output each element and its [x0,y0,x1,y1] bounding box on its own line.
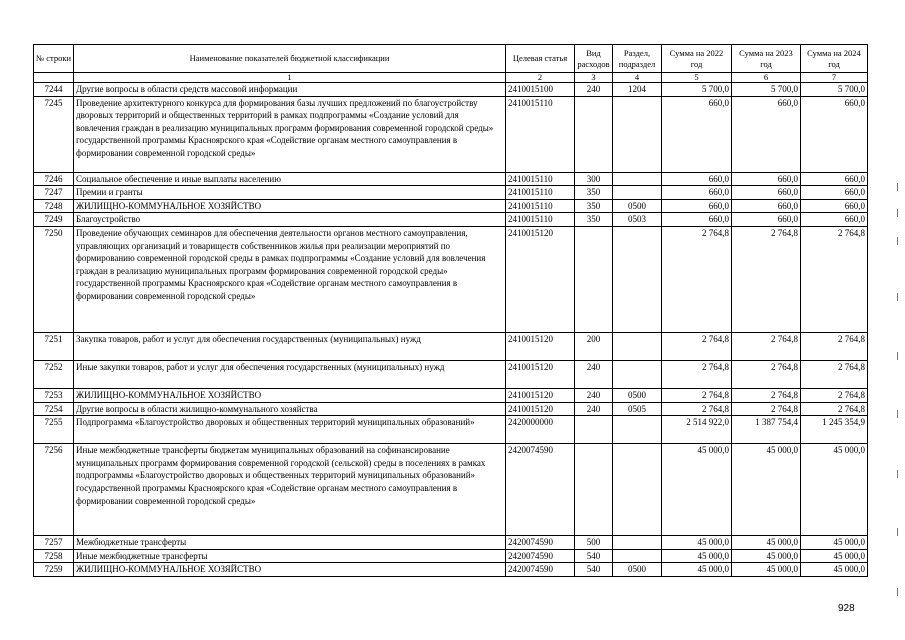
expense-kind-cell: 240 [575,402,613,416]
sum-2022-cell: 45 000,0 [662,536,732,550]
column-index-cell: 3 [575,73,613,83]
section-cell: 1204 [613,83,662,97]
budget-table [33,44,868,577]
expense-kind-cell: 240 [575,83,613,97]
expense-kind-cell: 500 [575,536,613,550]
sum-2022-cell: 2 764,8 [662,402,732,416]
indicator-name-cell: Премии и гранты [74,186,506,200]
sum-2024-cell: 45 000,0 [801,444,868,536]
section-cell [613,549,662,563]
expense-kind-cell: 350 [575,186,613,200]
margin-mark [897,209,898,217]
margin-mark [897,293,898,301]
section-cell [613,416,662,444]
section-cell [613,186,662,200]
sum-2022-cell: 2 764,8 [662,360,732,388]
column-index-cell: 2 [506,73,575,83]
row-number-cell: 7245 [34,96,74,172]
table-row [34,402,868,416]
sum-2024-cell: 2 764,8 [801,226,868,332]
sum-2023-cell: 5 700,0 [732,83,801,97]
margin-mark [897,237,898,245]
sum-2023-cell: 660,0 [732,186,801,200]
sum-2023-cell: 45 000,0 [732,536,801,550]
target-article-cell: 2410015110 [506,199,575,213]
indicator-name-cell: Благоустройство [74,213,506,227]
target-article-cell: 2410015120 [506,360,575,388]
row-number-cell: 7249 [34,213,74,227]
section-cell [613,444,662,536]
indicator-name-cell: ЖИЛИЩНО-КОММУНАЛЬНОЕ ХОЗЯЙСТВО [74,563,506,577]
expense-kind-cell: 540 [575,563,613,577]
section-cell [613,96,662,172]
row-number-cell: 7255 [34,416,74,444]
target-article-cell: 2420074590 [506,563,575,577]
expense-kind-cell: 350 [575,199,613,213]
sum-2023-cell: 2 764,8 [732,226,801,332]
row-number-cell: 7251 [34,332,74,360]
sum-2023-cell: 660,0 [732,172,801,186]
section-cell [613,536,662,550]
sum-2024-cell: 660,0 [801,172,868,186]
header-section: Раздел, подраздел [613,45,662,73]
header-row-no: № строки [34,45,74,73]
target-article-cell: 2410015110 [506,186,575,200]
sum-2023-cell: 45 000,0 [732,563,801,577]
table-row [34,213,868,227]
table-row [34,444,868,536]
sum-2023-cell: 660,0 [732,213,801,227]
column-index-cell [34,73,74,83]
section-cell: 0500 [613,199,662,213]
row-number-cell: 7248 [34,199,74,213]
sum-2023-cell: 2 764,8 [732,360,801,388]
sum-2023-cell: 45 000,0 [732,549,801,563]
header-name: Наименование показателей бюджетной классификации [74,45,506,73]
sum-2022-cell: 2 764,8 [662,388,732,402]
row-number-cell: 7259 [34,563,74,577]
sum-2022-cell: 660,0 [662,96,732,172]
sum-2024-cell: 45 000,0 [801,563,868,577]
indicator-name-cell: Иные закупки товаров, работ и услуг для обеспечения государственных (муниципальных) нужд [74,360,506,388]
margin-mark [897,588,898,596]
section-cell: 0500 [613,563,662,577]
target-article-cell: 2420074590 [506,444,575,536]
table-row [34,360,868,388]
sum-2024-cell: 45 000,0 [801,536,868,550]
sum-2022-cell: 660,0 [662,186,732,200]
table-row [34,388,868,402]
indicator-name-cell: Иные межбюджетные трансферты [74,549,506,563]
row-number-cell: 7254 [34,402,74,416]
sum-2023-cell: 660,0 [732,199,801,213]
page-number: 928 [838,603,855,614]
row-number-cell: 7247 [34,186,74,200]
header-sum-2022: Сумма на 2022 год [662,45,732,73]
row-number-cell: 7244 [34,83,74,97]
row-number-cell: 7250 [34,226,74,332]
indicator-name-cell: Межбюджетные трансферты [74,536,506,550]
section-cell: 0500 [613,388,662,402]
target-article-cell: 2420074590 [506,549,575,563]
section-cell [613,226,662,332]
indicator-name-cell: Проведение архитектурного конкурса для формирования базы лучших предложений по благоустройству дворовых территорий и общественных территорий в рамках подпрограммы «Создание условий для вовлечения граждан в реализацию муниципальных программ формирования современной городской среды» государственной программы Красноярского края «Содействие органам местного самоуправления в формировании современной городской среды» [74,96,506,172]
expense-kind-cell [575,416,613,444]
header-sum-2023: Сумма на 2023 год [732,45,801,73]
expense-kind-cell: 350 [575,213,613,227]
column-index-cell: 6 [732,73,801,83]
section-cell [613,172,662,186]
indicator-name-cell: Другие вопросы в области жилищно-коммунального хозяйства [74,402,506,416]
indicator-name-cell: Закупка товаров, работ и услуг для обеспечения государственных (муниципальных) нужд [74,332,506,360]
target-article-cell: 2410015120 [506,388,575,402]
sum-2024-cell: 660,0 [801,213,868,227]
row-number-cell: 7246 [34,172,74,186]
sum-2022-cell: 660,0 [662,172,732,186]
table-row [34,96,868,172]
expense-kind-cell [575,444,613,536]
margin-mark [897,528,898,536]
row-number-cell: 7258 [34,549,74,563]
sum-2024-cell: 5 700,0 [801,83,868,97]
row-number-cell: 7257 [34,536,74,550]
section-cell: 0505 [613,402,662,416]
sum-2024-cell: 45 000,0 [801,549,868,563]
section-cell [613,332,662,360]
table-header [34,45,868,73]
margin-mark [897,183,898,191]
sum-2022-cell: 2 764,8 [662,226,732,332]
section-cell: 0503 [613,213,662,227]
table-row [34,563,868,577]
table-row [34,332,868,360]
table-row [34,549,868,563]
sum-2022-cell: 45 000,0 [662,563,732,577]
indicator-name-cell: ЖИЛИЩНО-КОММУНАЛЬНОЕ ХОЗЯЙСТВО [74,199,506,213]
row-number-cell: 7252 [34,360,74,388]
sum-2022-cell: 660,0 [662,199,732,213]
sum-2023-cell: 660,0 [732,96,801,172]
column-index-cell: 4 [613,73,662,83]
sum-2022-cell: 45 000,0 [662,444,732,536]
indicator-name-cell: Проведение обучающих семинаров для обеспечения деятельности органов местного самоуправления, управляющих организаций и товариществ собственников жилья при реализации мероприятий по формированию современной городской среды в рамках подпрограммы «Создание условий для вовлечения граждан в реализацию муниципальных программ формирования современной городской среды» государственной программы Красноярского края «Содействие органам местного самоуправления в формировании современной городской среды» [74,226,506,332]
target-article-cell: 2420074590 [506,536,575,550]
indicator-name-cell: Другие вопросы в области средств массовой информации [74,83,506,97]
sum-2023-cell: 2 764,8 [732,402,801,416]
indicator-name-cell: Подпрограмма «Благоустройство дворовых и общественных территорий муниципальных образований» [74,416,506,444]
header-target: Целевая статья [506,45,575,73]
sum-2024-cell: 660,0 [801,96,868,172]
target-article-cell: 2410015120 [506,332,575,360]
expense-kind-cell [575,226,613,332]
expense-kind-cell: 240 [575,388,613,402]
sum-2022-cell: 660,0 [662,213,732,227]
table-row [34,83,868,97]
sum-2023-cell: 2 764,8 [732,332,801,360]
sum-2024-cell: 2 764,8 [801,360,868,388]
target-article-cell: 2410015110 [506,213,575,227]
column-index-row [34,73,868,83]
table-body [34,73,868,577]
sum-2024-cell: 2 764,8 [801,388,868,402]
target-article-cell: 2410015100 [506,83,575,97]
sum-2024-cell: 2 764,8 [801,402,868,416]
header-kind: Вид расходов [575,45,613,73]
section-cell [613,360,662,388]
target-article-cell: 2410015120 [506,226,575,332]
indicator-name-cell: Социальное обеспечение и иные выплаты населению [74,172,506,186]
table-row [34,536,868,550]
sum-2022-cell: 2 514 922,0 [662,416,732,444]
margin-mark [897,470,898,478]
header-sum-2024: Сумма на 2024 год [801,45,868,73]
expense-kind-cell [575,96,613,172]
target-article-cell: 2410015120 [506,402,575,416]
column-index-cell: 1 [74,73,506,83]
column-index-cell: 7 [801,73,868,83]
margin-mark [897,352,898,360]
sum-2024-cell: 660,0 [801,186,868,200]
table-row [34,416,868,444]
expense-kind-cell: 540 [575,549,613,563]
table-row [34,226,868,332]
sum-2022-cell: 45 000,0 [662,549,732,563]
sum-2023-cell: 45 000,0 [732,444,801,536]
expense-kind-cell: 300 [575,172,613,186]
sum-2024-cell: 2 764,8 [801,332,868,360]
table-row [34,186,868,200]
sum-2022-cell: 2 764,8 [662,332,732,360]
expense-kind-cell: 240 [575,360,613,388]
sum-2022-cell: 5 700,0 [662,83,732,97]
table-row [34,199,868,213]
margin-mark [897,410,898,418]
target-article-cell: 2410015110 [506,172,575,186]
table-row [34,172,868,186]
sum-2023-cell: 1 387 754,4 [732,416,801,444]
column-index-cell: 5 [662,73,732,83]
sum-2024-cell: 1 245 354,9 [801,416,868,444]
target-article-cell: 2420000000 [506,416,575,444]
expense-kind-cell: 200 [575,332,613,360]
sum-2024-cell: 660,0 [801,199,868,213]
row-number-cell: 7256 [34,444,74,536]
sum-2023-cell: 2 764,8 [732,388,801,402]
target-article-cell: 2410015110 [506,96,575,172]
row-number-cell: 7253 [34,388,74,402]
indicator-name-cell: ЖИЛИЩНО-КОММУНАЛЬНОЕ ХОЗЯЙСТВО [74,388,506,402]
indicator-name-cell: Иные межбюджетные трансферты бюджетам муниципальных образований на софинансирование муниципальных программ формирования современной городской (сельской) среды в поселениях в рамках подпрограммы «Благоустройство дворовых и общественных территорий муниципальных образований» государственной программы Красноярского края «Содействие органам местного самоуправления в формировании современной городской среды» [74,444,506,536]
